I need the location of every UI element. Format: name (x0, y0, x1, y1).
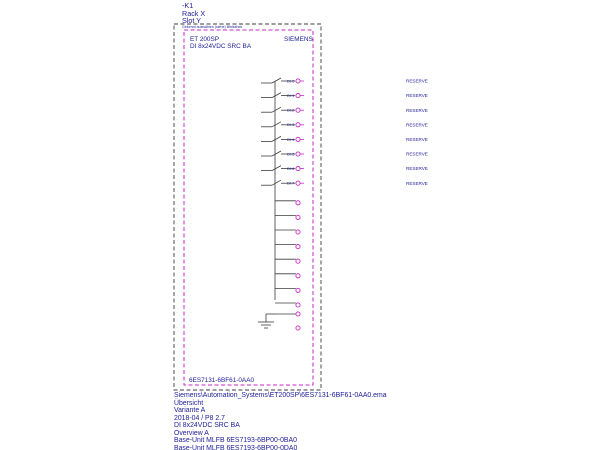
switch-contact (272, 180, 281, 185)
terminal-circle (296, 167, 300, 171)
supply-terminal (296, 201, 300, 205)
footer-line: Übersicht (174, 399, 204, 407)
switch-contact (272, 136, 281, 141)
reserve-label: RESERVE (406, 166, 428, 172)
switch-contact (272, 78, 281, 83)
terminal-circle (296, 137, 300, 141)
reserve-label: RESERVE (406, 122, 428, 128)
terminal-circle (296, 94, 300, 98)
terminal-circle (296, 79, 300, 83)
ground-terminal (296, 326, 300, 330)
macro-path: Siemens\Automation_Systems\ET200SP\6ES7131-6BF61-0AA0.ema (174, 392, 387, 399)
pin-label: DI.6 (287, 166, 295, 171)
module-name: ET 200SP (190, 36, 220, 43)
slot-label: Slot Y (182, 16, 202, 26)
supply-terminal (296, 245, 300, 249)
switch-contact (272, 122, 281, 127)
reserve-label: RESERVE (406, 151, 428, 157)
reserve-label: RESERVE (406, 78, 428, 84)
order-number: 6ES7131-6BF61-0AA0 (189, 377, 255, 384)
supply-terminal (296, 303, 300, 307)
supply-terminal (296, 215, 300, 219)
terminal-circle (296, 152, 300, 156)
pin-label: DI.0 (287, 78, 295, 84)
footer-line: Base-Unit MLFB 6ES7193-6BP00-0DA0 (174, 444, 298, 450)
rack-label: Rack X (182, 8, 206, 18)
terminal-circle (296, 108, 300, 112)
footer-line: Base-Unit MLFB 6ES7193-6BP00-0BA0 (174, 437, 297, 445)
macro-info (174, 392, 387, 450)
footer-line: 2018-04 / P8 2.7 (174, 414, 225, 422)
supply-terminal (296, 274, 300, 278)
reserve-label: RESERVE (406, 180, 428, 186)
switch-contact (272, 151, 281, 156)
terminal-group (287, 78, 304, 330)
pin-label: DI.4 (287, 136, 295, 142)
reserve-label: RESERVE (406, 107, 428, 113)
switch-contact (272, 107, 281, 112)
pin-label: DI.1 (287, 93, 295, 98)
ground-symbol (258, 314, 296, 328)
ground-terminal (296, 312, 300, 316)
footer-line: Overview A (174, 429, 209, 437)
switch-contact (272, 93, 281, 98)
device-tag: -K1 (182, 1, 194, 10)
reserve-label: RESERVE (406, 93, 428, 99)
pin-label: DI.5 (287, 151, 295, 157)
terminal-circle (296, 181, 300, 185)
terminal-circle (296, 123, 300, 127)
footer-line: Variante A (174, 407, 206, 415)
module-type: DI 8x24VDC SRC BA (190, 43, 252, 50)
manufacturer-label: SIEMENS (284, 36, 313, 43)
pin-label: DI.2 (287, 107, 295, 113)
selection-note: Gekennt auswählen (siehe) Bibliothek (182, 24, 243, 29)
supply-terminal (296, 259, 300, 263)
supply-terminal (296, 230, 300, 234)
pin-label: DI.7 (287, 180, 295, 186)
reserve-label: RESERVE (406, 137, 428, 142)
pin-label: DI.3 (287, 122, 295, 128)
reserve-group (406, 79, 428, 186)
switch-contact (272, 166, 281, 171)
footer-line: DI 8x24VDC SRC BA (174, 422, 240, 430)
supply-terminal (296, 288, 300, 292)
